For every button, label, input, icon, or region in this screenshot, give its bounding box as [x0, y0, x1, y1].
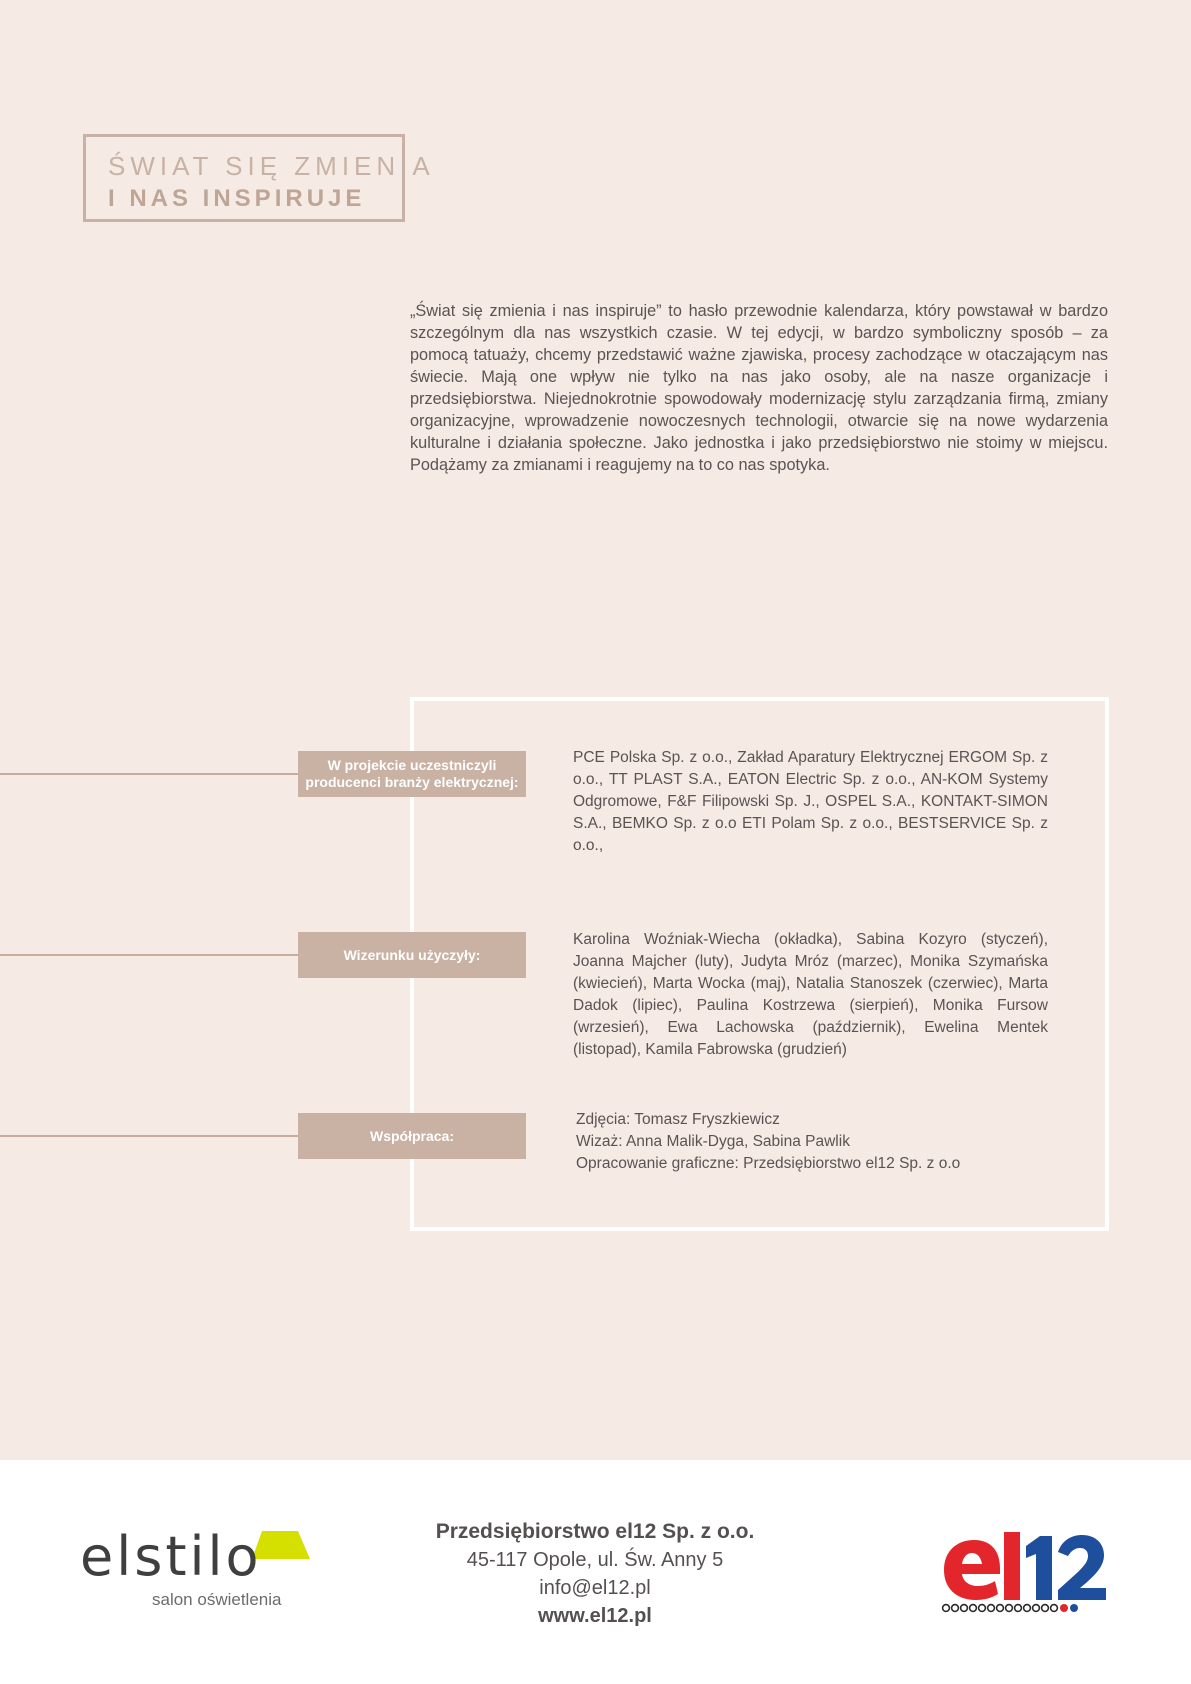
producers-label: W projekcie uczestniczyli producenci branży elektrycznej:	[298, 751, 526, 797]
title-line-1: ŚWIAT SIĘ ZMIENIA	[108, 151, 435, 181]
divider-line	[0, 954, 300, 956]
footer	[0, 1460, 1191, 1684]
divider-line	[0, 1135, 300, 1137]
company-address: 45-117 Opole, ul. Św. Anny 5	[466, 1549, 724, 1571]
cooperation-label: Współpraca:	[298, 1113, 526, 1159]
cooperation-line: Wizaż: Anna Malik-Dyga, Sabina Pawlik	[576, 1133, 850, 1150]
elstilo-subtitle: salon oświetlenia	[152, 1590, 282, 1609]
el12-logo-graphic	[940, 1528, 1110, 1614]
cooperation-line: Opracowanie graficzne: Przedsiębiorstwo el12 Sp. z o.o	[576, 1155, 961, 1172]
cooperation-line: Zdjęcia: Tomasz Fryszkiewicz	[576, 1111, 780, 1128]
company-info	[390, 1518, 800, 1630]
title-box	[83, 134, 435, 222]
intro-paragraph: „Świat się zmienia i nas inspiruje” to hasło przewodnie kalendarza, który powstawał w bardzo szczególnym dla nas wszystkich czasie. W tej edycji, w bardzo symboliczny sposób – za pomocą tatuaży, chcemy przedstawić ważne zjawiska, procesy zachodzące w otaczającym nas świecie. Mają one wpływ nie tylko na nas jako osoby, ale na nasze organizacje i przedsiębiorstwa. Niejednokrotnie spowodowały modernizację stylu zarządzania firmą, zmiany organizacyjne, wprowadzenie nowoczesnych technologii, otwarcie się na nowe wydarzenia kulturalne i działania społeczne. Jako jednostka i jako przedsiębiorstwo nie stoimy w miejscu. Podążamy za zmianami i reagujemy na to co nas spotyka.	[410, 302, 1108, 474]
divider-line	[0, 773, 300, 775]
models-text: Karolina Woźniak-Wiecha (okładka), Sabina Kozyro (styczeń), Joanna Majcher (luty), Judyta Mróz (marzec), Monika Szymańska (kwiecień), Marta Wocka (maj), Natalia Stanoszek (czerwiec), Marta Dadok (lipiec), Paulina Kostrzewa (sierpień), Monika Fursow (wrzesień), Ewa Lachowska (październik), Ewelina Mentek (listopad), Kamila Fabrowska (grudzień)	[573, 931, 1048, 1058]
el12-logo	[940, 1528, 1110, 1614]
models-label: Wizerunku użyczyły:	[298, 932, 526, 978]
elstilo-logo	[80, 1522, 310, 1612]
company-website[interactable]: www.el12.pl	[538, 1605, 652, 1627]
title-line-2: I NAS INSPIRUJE	[108, 185, 366, 212]
company-name: Przedsiębiorstwo el12 Sp. z o.o.	[435, 1520, 755, 1543]
company-email[interactable]: info@el12.pl	[539, 1577, 651, 1599]
elstilo-wordmark: elstilo	[80, 1525, 262, 1588]
cooperation-text	[576, 1109, 1051, 1175]
producers-text: PCE Polska Sp. z o.o., Zakład Aparatury Elektrycznej ERGOM Sp. z o.o., TT PLAST S.A., EATON Electric Sp. z o.o., AN-KOM Systemy Odgromowe, F&F Filipowski Sp. J., OSPEL S.A., KONTAKT-SIMON S.A., BEMKO Sp. z o.o ETI Polam Sp. z o.o., BESTSERVICE Sp. z o.o.,	[573, 749, 1048, 854]
